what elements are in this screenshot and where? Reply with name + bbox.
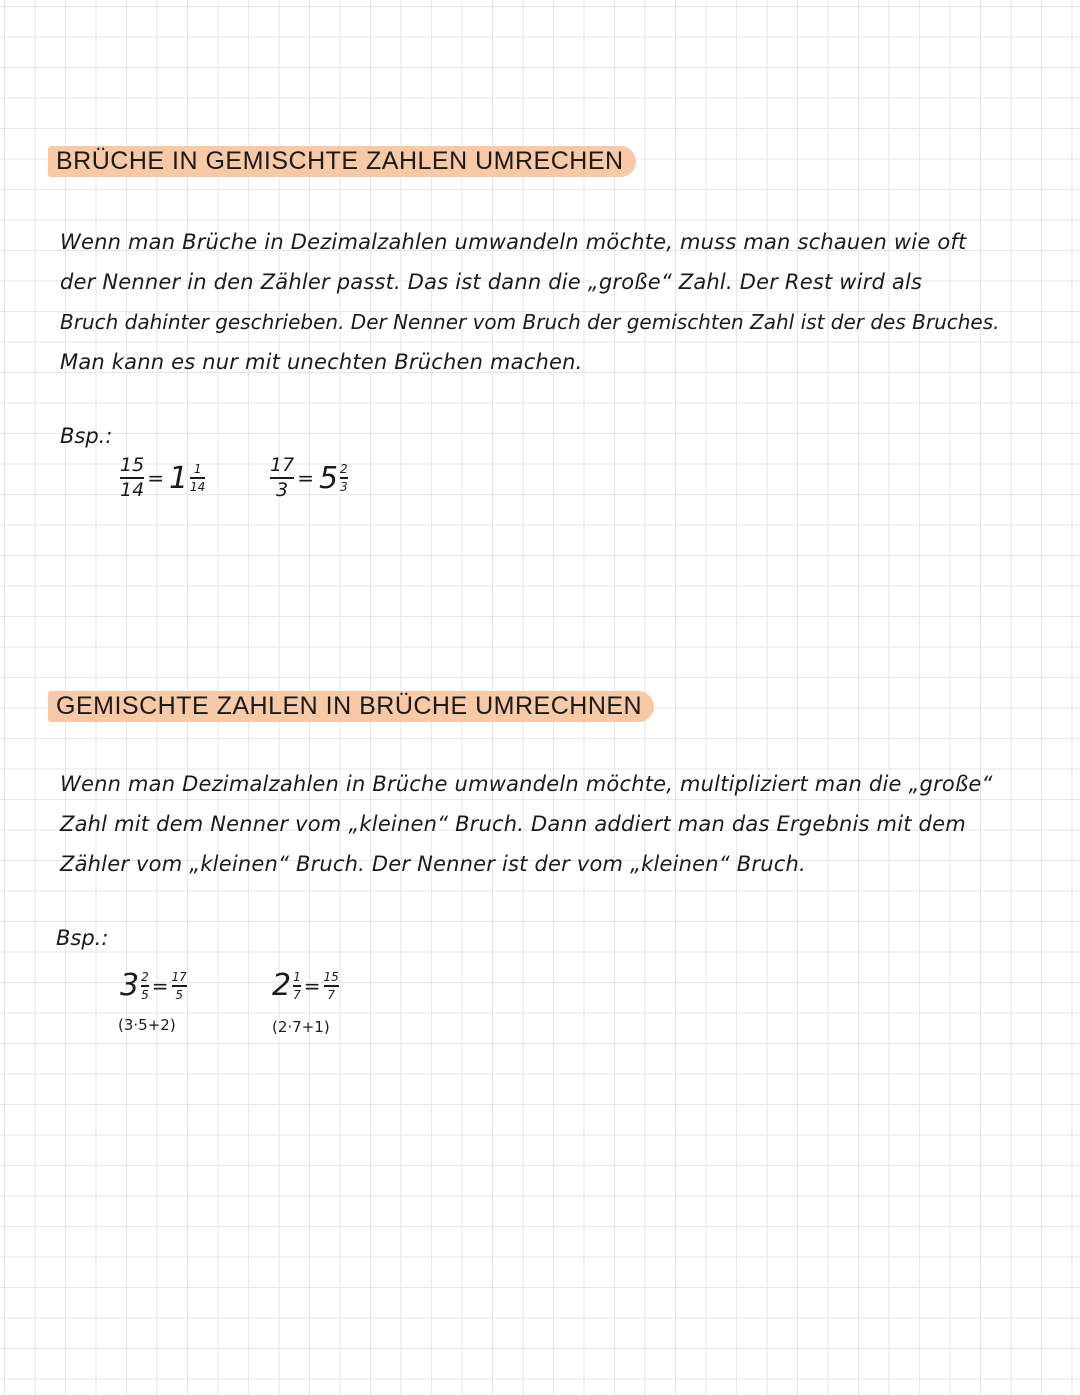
denominator: 5 bbox=[141, 987, 149, 1002]
section1-heading: BRÜCHE IN GEMISCHTE ZAHLEN UMRECHEN bbox=[48, 146, 636, 177]
section1-example-2 bbox=[270, 456, 348, 500]
equals-sign: = bbox=[151, 973, 169, 998]
section2-bsp-label: Bsp.: bbox=[56, 926, 109, 950]
section2-heading: GEMISCHTE ZAHLEN IN BRÜCHE UMRECHNEN bbox=[48, 691, 654, 722]
fraction bbox=[190, 463, 205, 493]
fraction bbox=[324, 971, 339, 1001]
section1-line: Man kann es nur mit unechten Brüchen machen. bbox=[60, 350, 583, 374]
section1-line: der Nenner in den Zähler passt. Das ist dann die „große“ Zahl. Der Rest wird als bbox=[60, 270, 923, 294]
section2-line: Zahl mit dem Nenner vom „kleinen“ Bruch. Dann addiert man das Ergebnis mit dem bbox=[60, 812, 966, 836]
fraction bbox=[141, 971, 149, 1001]
numerator: 17 bbox=[171, 969, 187, 984]
whole-number: 2 bbox=[272, 968, 292, 1003]
numerator: 1 bbox=[193, 462, 202, 476]
section2-example-1-calculation: (3·5+2) bbox=[118, 1016, 176, 1034]
section2-line: Wenn man Dezimalzahlen in Brüche umwandeln möchte, multipliziert man die „große“ bbox=[60, 772, 993, 796]
section2-paragraph bbox=[60, 764, 1070, 884]
section2-example-1 bbox=[118, 968, 187, 1003]
section2-example-2-calculation: (2·7+1) bbox=[272, 1018, 330, 1036]
section1-example-1 bbox=[120, 456, 205, 500]
denominator: 7 bbox=[327, 987, 335, 1002]
denominator: 14 bbox=[190, 480, 206, 494]
denominator: 3 bbox=[340, 480, 348, 494]
numerator: 2 bbox=[340, 462, 348, 476]
numerator: 1 bbox=[293, 969, 301, 984]
whole-number: 5 bbox=[318, 460, 339, 496]
section2-line: Zähler vom „kleinen“ Bruch. Der Nenner ist der vom „kleinen“ Bruch. bbox=[60, 852, 806, 876]
fraction bbox=[120, 456, 144, 500]
section1-line: Bruch dahinter geschrieben. Der Nenner vom Bruch der gemischten Zahl ist der des Bruches. bbox=[60, 310, 1000, 334]
numerator: 17 bbox=[270, 454, 295, 476]
fraction bbox=[293, 971, 301, 1001]
denominator: 14 bbox=[120, 479, 145, 501]
whole-number: 3 bbox=[120, 968, 140, 1003]
whole-number: 1 bbox=[168, 460, 189, 496]
numerator: 15 bbox=[323, 969, 339, 984]
equals-sign: = bbox=[297, 466, 314, 490]
fraction bbox=[270, 456, 294, 500]
denominator: 3 bbox=[276, 479, 289, 501]
fraction bbox=[172, 971, 187, 1001]
section1-paragraph bbox=[60, 222, 1070, 382]
equals-sign: = bbox=[303, 973, 321, 998]
numerator: 2 bbox=[141, 969, 149, 984]
denominator: 7 bbox=[293, 987, 301, 1002]
section1-line: Wenn man Brüche in Dezimalzahlen umwandeln möchte, muss man schauen wie oft bbox=[60, 230, 967, 254]
numerator: 15 bbox=[120, 454, 145, 476]
denominator: 5 bbox=[175, 987, 183, 1002]
fraction bbox=[340, 463, 348, 493]
section1-bsp-label: Bsp.: bbox=[60, 424, 113, 448]
section2-example-2 bbox=[270, 968, 339, 1003]
equals-sign: = bbox=[147, 466, 164, 490]
